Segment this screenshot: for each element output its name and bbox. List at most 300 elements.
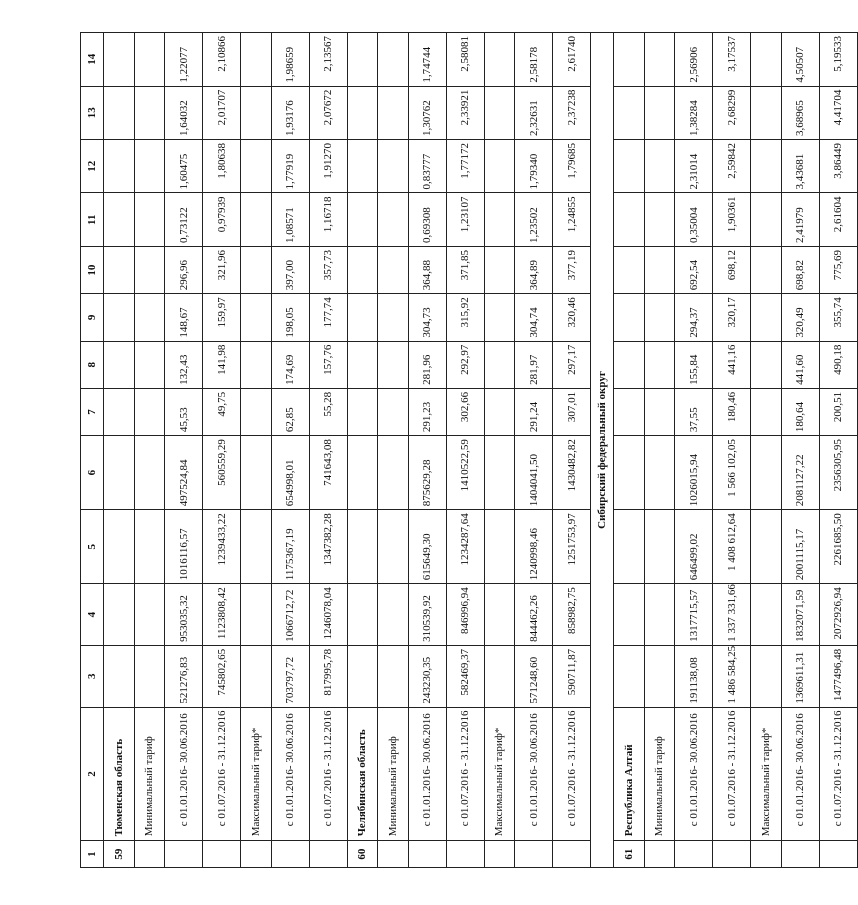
- tariff-table: [80, 32, 858, 868]
- empty-cell: [104, 584, 135, 646]
- empty-cell: [134, 645, 165, 707]
- row-label: с 01.01.2016- 30.06.2016: [781, 707, 819, 841]
- empty-cell: [751, 246, 782, 293]
- empty-cell: [614, 510, 645, 584]
- value-cell: 377,19: [553, 246, 591, 293]
- column-number: 2: [81, 707, 104, 841]
- value-cell: 1,93176: [271, 86, 309, 139]
- value-cell: 55,28: [309, 388, 347, 435]
- value-cell: 775,69: [819, 246, 857, 293]
- empty-cell: [644, 436, 675, 510]
- empty-cell: [644, 510, 675, 584]
- column-number: 12: [81, 140, 104, 193]
- column-number: 4: [81, 584, 104, 646]
- value-cell: 2,61740: [553, 33, 591, 87]
- value-cell: 844462,26: [515, 584, 553, 646]
- empty-cell: [134, 510, 165, 584]
- empty-cell: [241, 246, 272, 293]
- value-cell: 0,83777: [408, 140, 446, 193]
- value-cell: 1,74744: [408, 33, 446, 87]
- value-cell: 4,50507: [781, 33, 819, 87]
- row-label: с 01.07.2016 - 31.12.2016: [819, 707, 857, 841]
- empty-cell: [614, 140, 645, 193]
- value-cell: 571248,60: [515, 645, 553, 707]
- empty-cell: [134, 33, 165, 87]
- empty-cell: [484, 33, 515, 87]
- row-label: с 01.07.2016 - 31.12.2016: [446, 707, 484, 841]
- value-cell: 1430482,82: [553, 436, 591, 510]
- value-cell: 1175367,19: [271, 510, 309, 584]
- empty-cell: [104, 645, 135, 707]
- empty-cell: [104, 510, 135, 584]
- empty-cell: [484, 584, 515, 646]
- value-cell: 441,60: [781, 341, 819, 388]
- empty-cell: [104, 294, 135, 341]
- value-cell: 281,97: [515, 341, 553, 388]
- value-cell: 191138,08: [675, 645, 713, 707]
- value-cell: 2,58081: [446, 33, 484, 87]
- empty-cell: [241, 510, 272, 584]
- empty-cell: [378, 246, 409, 293]
- value-cell: 4,41704: [819, 86, 857, 139]
- empty-cell: [347, 86, 378, 139]
- value-cell: 1,23502: [515, 193, 553, 246]
- value-cell: 296,96: [165, 246, 203, 293]
- value-cell: 1239433,22: [203, 510, 241, 584]
- empty-cell: [751, 388, 782, 435]
- value-cell: 198,05: [271, 294, 309, 341]
- value-cell: 1,23107: [446, 193, 484, 246]
- empty-cell: [644, 341, 675, 388]
- value-cell: 2,32631: [515, 86, 553, 139]
- value-cell: 817995,78: [309, 645, 347, 707]
- region-name: Республика Алтай: [614, 707, 645, 841]
- empty-cell: [751, 341, 782, 388]
- value-cell: 497524,84: [165, 436, 203, 510]
- value-cell: 1246078,04: [309, 584, 347, 646]
- empty-cell: [104, 436, 135, 510]
- value-cell: 846996,94: [446, 584, 484, 646]
- header-row: [81, 33, 104, 868]
- value-cell: 397,00: [271, 246, 309, 293]
- empty-cell: [751, 510, 782, 584]
- empty-cell: [241, 33, 272, 87]
- value-cell: 953035,32: [165, 584, 203, 646]
- value-cell: 132,43: [165, 341, 203, 388]
- value-cell: 0,35004: [675, 193, 713, 246]
- empty-cell: [644, 841, 675, 868]
- value-cell: 1240998,46: [515, 510, 553, 584]
- empty-cell: [104, 33, 135, 87]
- region-number: 59: [104, 841, 135, 868]
- empty-cell: [644, 584, 675, 646]
- value-cell: 200,51: [819, 388, 857, 435]
- empty-cell: [165, 841, 203, 868]
- empty-cell: [104, 246, 135, 293]
- value-cell: 2261685,50: [819, 510, 857, 584]
- column-number: 14: [81, 33, 104, 87]
- empty-cell: [644, 294, 675, 341]
- empty-cell: [134, 341, 165, 388]
- value-cell: 1,08571: [271, 193, 309, 246]
- table-row: [408, 33, 446, 868]
- value-cell: 745802,65: [203, 645, 241, 707]
- empty-cell: [104, 140, 135, 193]
- empty-cell: [751, 294, 782, 341]
- value-cell: 1,77172: [446, 140, 484, 193]
- empty-cell: [241, 86, 272, 139]
- value-cell: 320,46: [553, 294, 591, 341]
- empty-cell: [644, 388, 675, 435]
- empty-cell: [134, 86, 165, 139]
- table-row: [751, 33, 782, 868]
- empty-cell: [347, 341, 378, 388]
- value-cell: 1477496,48: [819, 645, 857, 707]
- empty-cell: [241, 140, 272, 193]
- row-label: с 01.07.2016 - 31.12.2016: [713, 707, 751, 841]
- table-body: [81, 33, 858, 868]
- empty-cell: [203, 841, 241, 868]
- empty-cell: [241, 341, 272, 388]
- value-cell: 1,90361: [713, 193, 751, 246]
- value-cell: 2,01707: [203, 86, 241, 139]
- empty-cell: [134, 584, 165, 646]
- row-label: Максимальный тариф*: [751, 707, 782, 841]
- table-row: [241, 33, 272, 868]
- value-cell: 698,82: [781, 246, 819, 293]
- region-name: Тюменская область: [104, 707, 135, 841]
- table-row: [781, 33, 819, 868]
- table-row: [271, 33, 309, 868]
- empty-cell: [347, 140, 378, 193]
- empty-cell: [378, 436, 409, 510]
- empty-cell: [484, 246, 515, 293]
- empty-cell: [751, 86, 782, 139]
- empty-cell: [484, 341, 515, 388]
- value-cell: 364,88: [408, 246, 446, 293]
- value-cell: 1,80638: [203, 140, 241, 193]
- value-cell: 49,75: [203, 388, 241, 435]
- value-cell: 1,24855: [553, 193, 591, 246]
- value-cell: 321,96: [203, 246, 241, 293]
- empty-cell: [644, 33, 675, 87]
- value-cell: 654998,01: [271, 436, 309, 510]
- value-cell: 291,23: [408, 388, 446, 435]
- value-cell: 304,73: [408, 294, 446, 341]
- empty-cell: [271, 841, 309, 868]
- value-cell: 1,79340: [515, 140, 553, 193]
- value-cell: 291,24: [515, 388, 553, 435]
- row-label: с 01.07.2016 - 31.12.2016: [309, 707, 347, 841]
- table-row: [378, 33, 409, 868]
- empty-cell: [134, 246, 165, 293]
- value-cell: 0,69308: [408, 193, 446, 246]
- empty-cell: [134, 294, 165, 341]
- value-cell: 320,17: [713, 294, 751, 341]
- empty-cell: [781, 841, 819, 868]
- table-row: [484, 33, 515, 868]
- value-cell: 1066712,72: [271, 584, 309, 646]
- row-label: с 01.01.2016- 30.06.2016: [675, 707, 713, 841]
- empty-cell: [134, 841, 165, 868]
- value-cell: 615649,30: [408, 510, 446, 584]
- empty-cell: [347, 246, 378, 293]
- empty-cell: [347, 193, 378, 246]
- empty-cell: [751, 841, 782, 868]
- value-cell: 1,98659: [271, 33, 309, 87]
- row-label: с 01.01.2016- 30.06.2016: [165, 707, 203, 841]
- value-cell: 302,66: [446, 388, 484, 435]
- empty-cell: [614, 436, 645, 510]
- region-row: [347, 33, 378, 868]
- value-cell: 292,97: [446, 341, 484, 388]
- row-label: Минимальный тариф: [644, 707, 675, 841]
- table-row: [644, 33, 675, 868]
- value-cell: 1 408 612,64: [713, 510, 751, 584]
- value-cell: 1,30762: [408, 86, 446, 139]
- value-cell: 5,19533: [819, 33, 857, 87]
- empty-cell: [644, 140, 675, 193]
- value-cell: 646499,02: [675, 510, 713, 584]
- row-label: Максимальный тариф*: [484, 707, 515, 841]
- value-cell: 1317715,57: [675, 584, 713, 646]
- value-cell: 1,91270: [309, 140, 347, 193]
- column-number: 3: [81, 645, 104, 707]
- value-cell: 590711,87: [553, 645, 591, 707]
- empty-cell: [378, 193, 409, 246]
- value-cell: 858982,75: [553, 584, 591, 646]
- empty-cell: [241, 645, 272, 707]
- value-cell: 1,22077: [165, 33, 203, 87]
- empty-cell: [675, 841, 713, 868]
- value-cell: 692,54: [675, 246, 713, 293]
- table-row: [309, 33, 347, 868]
- value-cell: 180,64: [781, 388, 819, 435]
- value-cell: 177,74: [309, 294, 347, 341]
- empty-cell: [378, 33, 409, 87]
- empty-cell: [515, 841, 553, 868]
- value-cell: 355,74: [819, 294, 857, 341]
- column-number: 9: [81, 294, 104, 341]
- value-cell: 320,49: [781, 294, 819, 341]
- empty-cell: [241, 193, 272, 246]
- value-cell: 371,85: [446, 246, 484, 293]
- empty-cell: [241, 436, 272, 510]
- empty-cell: [614, 86, 645, 139]
- value-cell: 2,31014: [675, 140, 713, 193]
- value-cell: 157,76: [309, 341, 347, 388]
- empty-cell: [241, 841, 272, 868]
- empty-cell: [751, 584, 782, 646]
- value-cell: 1 566 102,05: [713, 436, 751, 510]
- value-cell: 2,41979: [781, 193, 819, 246]
- table-row: [446, 33, 484, 868]
- district-row: [591, 33, 614, 868]
- empty-cell: [713, 841, 751, 868]
- value-cell: 1,16718: [309, 193, 347, 246]
- empty-cell: [134, 436, 165, 510]
- value-cell: 2072926,94: [819, 584, 857, 646]
- value-cell: 141,98: [203, 341, 241, 388]
- empty-cell: [614, 341, 645, 388]
- value-cell: 2,07672: [309, 86, 347, 139]
- empty-cell: [484, 645, 515, 707]
- table-row: [203, 33, 241, 868]
- row-label: Максимальный тариф*: [241, 707, 272, 841]
- value-cell: 741643,08: [309, 436, 347, 510]
- empty-cell: [446, 841, 484, 868]
- value-cell: 159,97: [203, 294, 241, 341]
- empty-cell: [347, 388, 378, 435]
- empty-cell: [408, 841, 446, 868]
- value-cell: 2,68299: [713, 86, 751, 139]
- empty-cell: [751, 645, 782, 707]
- value-cell: 180,46: [713, 388, 751, 435]
- value-cell: 1251753,97: [553, 510, 591, 584]
- value-cell: 37,55: [675, 388, 713, 435]
- value-cell: 3,86449: [819, 140, 857, 193]
- value-cell: 490,18: [819, 341, 857, 388]
- row-label: с 01.01.2016- 30.06.2016: [515, 707, 553, 841]
- value-cell: 3,68965: [781, 86, 819, 139]
- empty-cell: [241, 584, 272, 646]
- table-row: [713, 33, 751, 868]
- value-cell: 2356305,95: [819, 436, 857, 510]
- value-cell: 582469,37: [446, 645, 484, 707]
- empty-cell: [134, 140, 165, 193]
- empty-cell: [484, 510, 515, 584]
- empty-cell: [614, 388, 645, 435]
- value-cell: 703797,72: [271, 645, 309, 707]
- region-number: 60: [347, 841, 378, 868]
- value-cell: 698,12: [713, 246, 751, 293]
- empty-cell: [378, 841, 409, 868]
- empty-cell: [378, 140, 409, 193]
- empty-cell: [347, 294, 378, 341]
- value-cell: 1234287,64: [446, 510, 484, 584]
- value-cell: 875629,28: [408, 436, 446, 510]
- empty-cell: [819, 841, 857, 868]
- value-cell: 2,58178: [515, 33, 553, 87]
- column-number: 5: [81, 510, 104, 584]
- column-number: 7: [81, 388, 104, 435]
- value-cell: 243230,35: [408, 645, 446, 707]
- empty-cell: [614, 584, 645, 646]
- empty-cell: [104, 86, 135, 139]
- value-cell: 1,60475: [165, 140, 203, 193]
- empty-cell: [134, 193, 165, 246]
- row-label: Минимальный тариф: [134, 707, 165, 841]
- region-row: [614, 33, 645, 868]
- value-cell: 0,73122: [165, 193, 203, 246]
- value-cell: 1,38284: [675, 86, 713, 139]
- empty-cell: [241, 388, 272, 435]
- empty-cell: [751, 193, 782, 246]
- empty-cell: [484, 294, 515, 341]
- empty-cell: [614, 294, 645, 341]
- value-cell: 2,13567: [309, 33, 347, 87]
- table-row: [515, 33, 553, 868]
- row-label: Минимальный тариф: [378, 707, 409, 841]
- empty-cell: [378, 510, 409, 584]
- rotated-page: [80, 32, 844, 868]
- value-cell: 0,97939: [203, 193, 241, 246]
- empty-cell: [104, 388, 135, 435]
- value-cell: 1832071,59: [781, 584, 819, 646]
- value-cell: 297,17: [553, 341, 591, 388]
- value-cell: 310539,92: [408, 584, 446, 646]
- empty-cell: [484, 140, 515, 193]
- table-row: [675, 33, 713, 868]
- value-cell: 441,16: [713, 341, 751, 388]
- value-cell: 1123808,42: [203, 584, 241, 646]
- empty-cell: [614, 246, 645, 293]
- value-cell: 2081127,22: [781, 436, 819, 510]
- empty-cell: [309, 841, 347, 868]
- empty-cell: [751, 140, 782, 193]
- value-cell: 148,67: [165, 294, 203, 341]
- region-name: Челябинская область: [347, 707, 378, 841]
- value-cell: 1016116,57: [165, 510, 203, 584]
- region-number: 61: [614, 841, 645, 868]
- value-cell: 1410522,59: [446, 436, 484, 510]
- empty-cell: [751, 33, 782, 87]
- empty-cell: [378, 294, 409, 341]
- value-cell: 2001115,17: [781, 510, 819, 584]
- empty-cell: [614, 33, 645, 87]
- empty-cell: [378, 584, 409, 646]
- column-number: 13: [81, 86, 104, 139]
- empty-cell: [614, 645, 645, 707]
- value-cell: 174,69: [271, 341, 309, 388]
- region-row: [104, 33, 135, 868]
- empty-cell: [644, 246, 675, 293]
- empty-cell: [378, 645, 409, 707]
- empty-cell: [347, 584, 378, 646]
- column-number: 10: [81, 246, 104, 293]
- empty-cell: [484, 841, 515, 868]
- empty-cell: [241, 294, 272, 341]
- district-title: Сибирский федеральный округ: [591, 33, 614, 868]
- value-cell: 281,96: [408, 341, 446, 388]
- value-cell: 155,84: [675, 341, 713, 388]
- value-cell: 1347382,28: [309, 510, 347, 584]
- value-cell: 62,85: [271, 388, 309, 435]
- value-cell: 1,77919: [271, 140, 309, 193]
- value-cell: 2,10866: [203, 33, 241, 87]
- empty-cell: [104, 193, 135, 246]
- value-cell: 315,92: [446, 294, 484, 341]
- value-cell: 307,01: [553, 388, 591, 435]
- empty-cell: [347, 33, 378, 87]
- empty-cell: [644, 86, 675, 139]
- value-cell: 294,37: [675, 294, 713, 341]
- row-label: с 01.07.2016 - 31.12.2016: [553, 707, 591, 841]
- value-cell: 521276,83: [165, 645, 203, 707]
- value-cell: 2,37238: [553, 86, 591, 139]
- value-cell: 2,61604: [819, 193, 857, 246]
- empty-cell: [484, 388, 515, 435]
- value-cell: 1 486 584,25: [713, 645, 751, 707]
- empty-cell: [614, 193, 645, 246]
- column-number: 6: [81, 436, 104, 510]
- value-cell: 3,43681: [781, 140, 819, 193]
- value-cell: 3,17537: [713, 33, 751, 87]
- value-cell: 1 337 331,66: [713, 584, 751, 646]
- empty-cell: [644, 193, 675, 246]
- empty-cell: [378, 341, 409, 388]
- value-cell: 1,79685: [553, 140, 591, 193]
